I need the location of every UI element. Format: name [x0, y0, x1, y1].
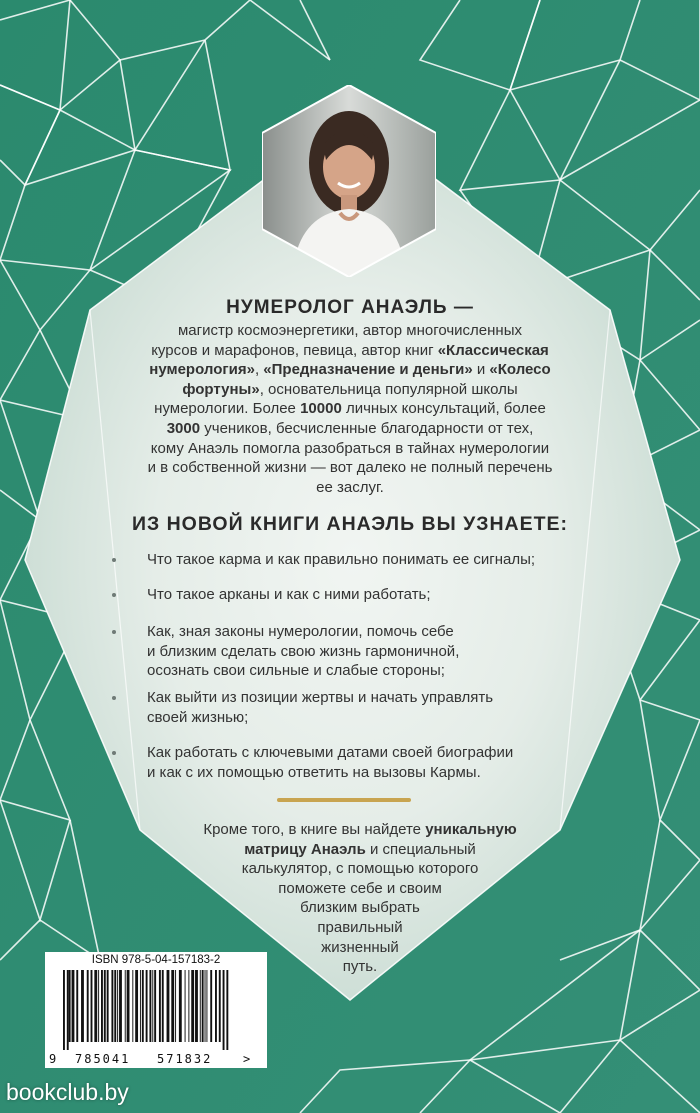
outro-line: Кроме того, в книге вы найдете уникальную	[203, 821, 517, 838]
barcode-bar	[81, 970, 84, 1042]
author-title: НУМЕРОЛОГ АНАЭЛЬ —	[226, 297, 474, 318]
outro-line: близким выбрать	[300, 899, 420, 917]
bio-line: и в собственной жизни — вот далеко не полный перечень	[147, 459, 553, 477]
list-item-line: Что такое карма и как правильно понимать ее сигналы;	[147, 551, 536, 568]
barcode-bar	[63, 970, 65, 1050]
isbn-text: ISBN 978-5-04-157183-2	[91, 954, 221, 966]
list-item-line: Как работать с ключевыми датами своей биографии	[147, 744, 514, 761]
barcode-bar	[104, 970, 106, 1042]
barcode-bar	[135, 970, 138, 1042]
bio-line: нумерология», «Предназначение и деньги» и «Колесо	[149, 361, 551, 379]
barcode-bar	[107, 970, 109, 1042]
list-item-line: осознать свои сильные и слабые стороны;	[147, 662, 445, 679]
bio-line: ее заслуг.	[316, 478, 384, 496]
barcode-icon	[53, 970, 259, 1052]
bio-line: курсов и марафонов, певица, автор книг «Классическая	[151, 341, 549, 359]
barcode-bar	[210, 970, 212, 1042]
barcode-digits-left: 785041	[75, 1052, 131, 1066]
barcode-bar	[91, 970, 93, 1042]
bio-line: фортуны», основательница популярной школы	[182, 380, 518, 398]
gold-divider	[277, 798, 411, 802]
barcode-arrow: >	[243, 1052, 251, 1066]
barcode-bar	[200, 970, 201, 1042]
bullet-icon	[112, 696, 116, 700]
barcode-bar	[167, 970, 170, 1042]
barcode-bar	[215, 970, 217, 1042]
bullet-icon	[112, 751, 116, 755]
author-bio	[70, 321, 630, 497]
list-item-line: своей жизнью;	[147, 708, 249, 726]
barcode-bar	[69, 970, 71, 1042]
barcode-bar	[185, 970, 186, 1042]
bio-line: нумерологии. Более 10000 личных консультаций, более	[154, 400, 546, 418]
author-photo	[262, 85, 436, 277]
list-item-line: Как выйти из позиции жертвы и начать управлять	[147, 689, 494, 706]
barcode-bar	[179, 970, 182, 1042]
barcode-bar	[154, 970, 156, 1042]
barcode-bar	[94, 970, 97, 1042]
barcode-bar	[140, 970, 141, 1042]
barcode-bar	[205, 970, 206, 1042]
barcode-bar	[159, 970, 161, 1042]
barcode-bar	[76, 970, 78, 1042]
barcode-bar	[146, 970, 148, 1042]
barcode-bar	[132, 970, 133, 1042]
barcode-bar	[72, 970, 75, 1042]
barcode-bar	[119, 970, 122, 1042]
outro-line: путь.	[342, 958, 378, 976]
barcode-bar	[191, 970, 194, 1042]
barcode-block	[45, 952, 267, 1068]
barcode-bar	[111, 970, 113, 1042]
bio-line: магистр космоэнергетики, автор многочисленных	[177, 322, 522, 339]
barcode-digit-first: 9	[49, 1052, 57, 1066]
list-item-line: и близким сделать свою жизнь гармоничной,	[147, 642, 460, 660]
outro-line: жизненный	[321, 938, 399, 956]
bullet-icon	[112, 593, 116, 597]
barcode-bar	[202, 970, 204, 1042]
watermark: bookclub.by	[6, 1079, 129, 1105]
list-item-line: и как с их помощью ответить на вызовы Кармы.	[147, 763, 481, 781]
bio-line: 3000 учеников, бесчисленные благодарности от тех,	[166, 419, 534, 437]
barcode-bar	[98, 970, 99, 1042]
bullet-icon	[112, 558, 116, 562]
barcode-bar	[149, 970, 151, 1042]
barcode-bar	[226, 970, 228, 1050]
barcode-digits-right: 571832	[157, 1052, 213, 1066]
barcode-bar	[101, 970, 103, 1042]
barcode-bar	[127, 970, 130, 1042]
barcode-bar	[67, 970, 69, 1050]
barcode-bar	[175, 970, 176, 1042]
section-title: ИЗ НОВОЙ КНИГИ АНАЭЛЬ ВЫ УЗНАЕТЕ:	[131, 513, 569, 535]
list-item-line: Как, зная законы нумерологии, помочь себе	[147, 623, 454, 640]
outro-line: матрицу Анаэль и специальный	[244, 840, 476, 858]
barcode-bar	[117, 970, 118, 1042]
barcode-bar	[125, 970, 126, 1042]
outro-line: калькулятор, с помощью которого	[241, 860, 479, 878]
list-item-line: Что такое арканы и как с ними работать;	[147, 586, 431, 603]
barcode-bar	[171, 970, 174, 1042]
barcode-bar	[206, 970, 207, 1042]
bio-line: кому Анаэль помогла разобраться в тайнах нумерологии	[150, 439, 550, 457]
barcode-bar	[162, 970, 164, 1042]
outro-line: поможете себе и своим	[278, 879, 442, 897]
barcode-bar	[142, 970, 144, 1042]
bullet-icon	[112, 630, 116, 634]
barcode-bar	[188, 970, 189, 1042]
outro-line: правильный	[317, 918, 403, 936]
barcode-bar	[223, 970, 225, 1050]
barcode-bar	[87, 970, 89, 1042]
barcode-bar	[152, 970, 153, 1042]
barcode-bar	[219, 970, 221, 1042]
barcode-bar	[195, 970, 198, 1042]
barcode-bar	[114, 970, 116, 1042]
